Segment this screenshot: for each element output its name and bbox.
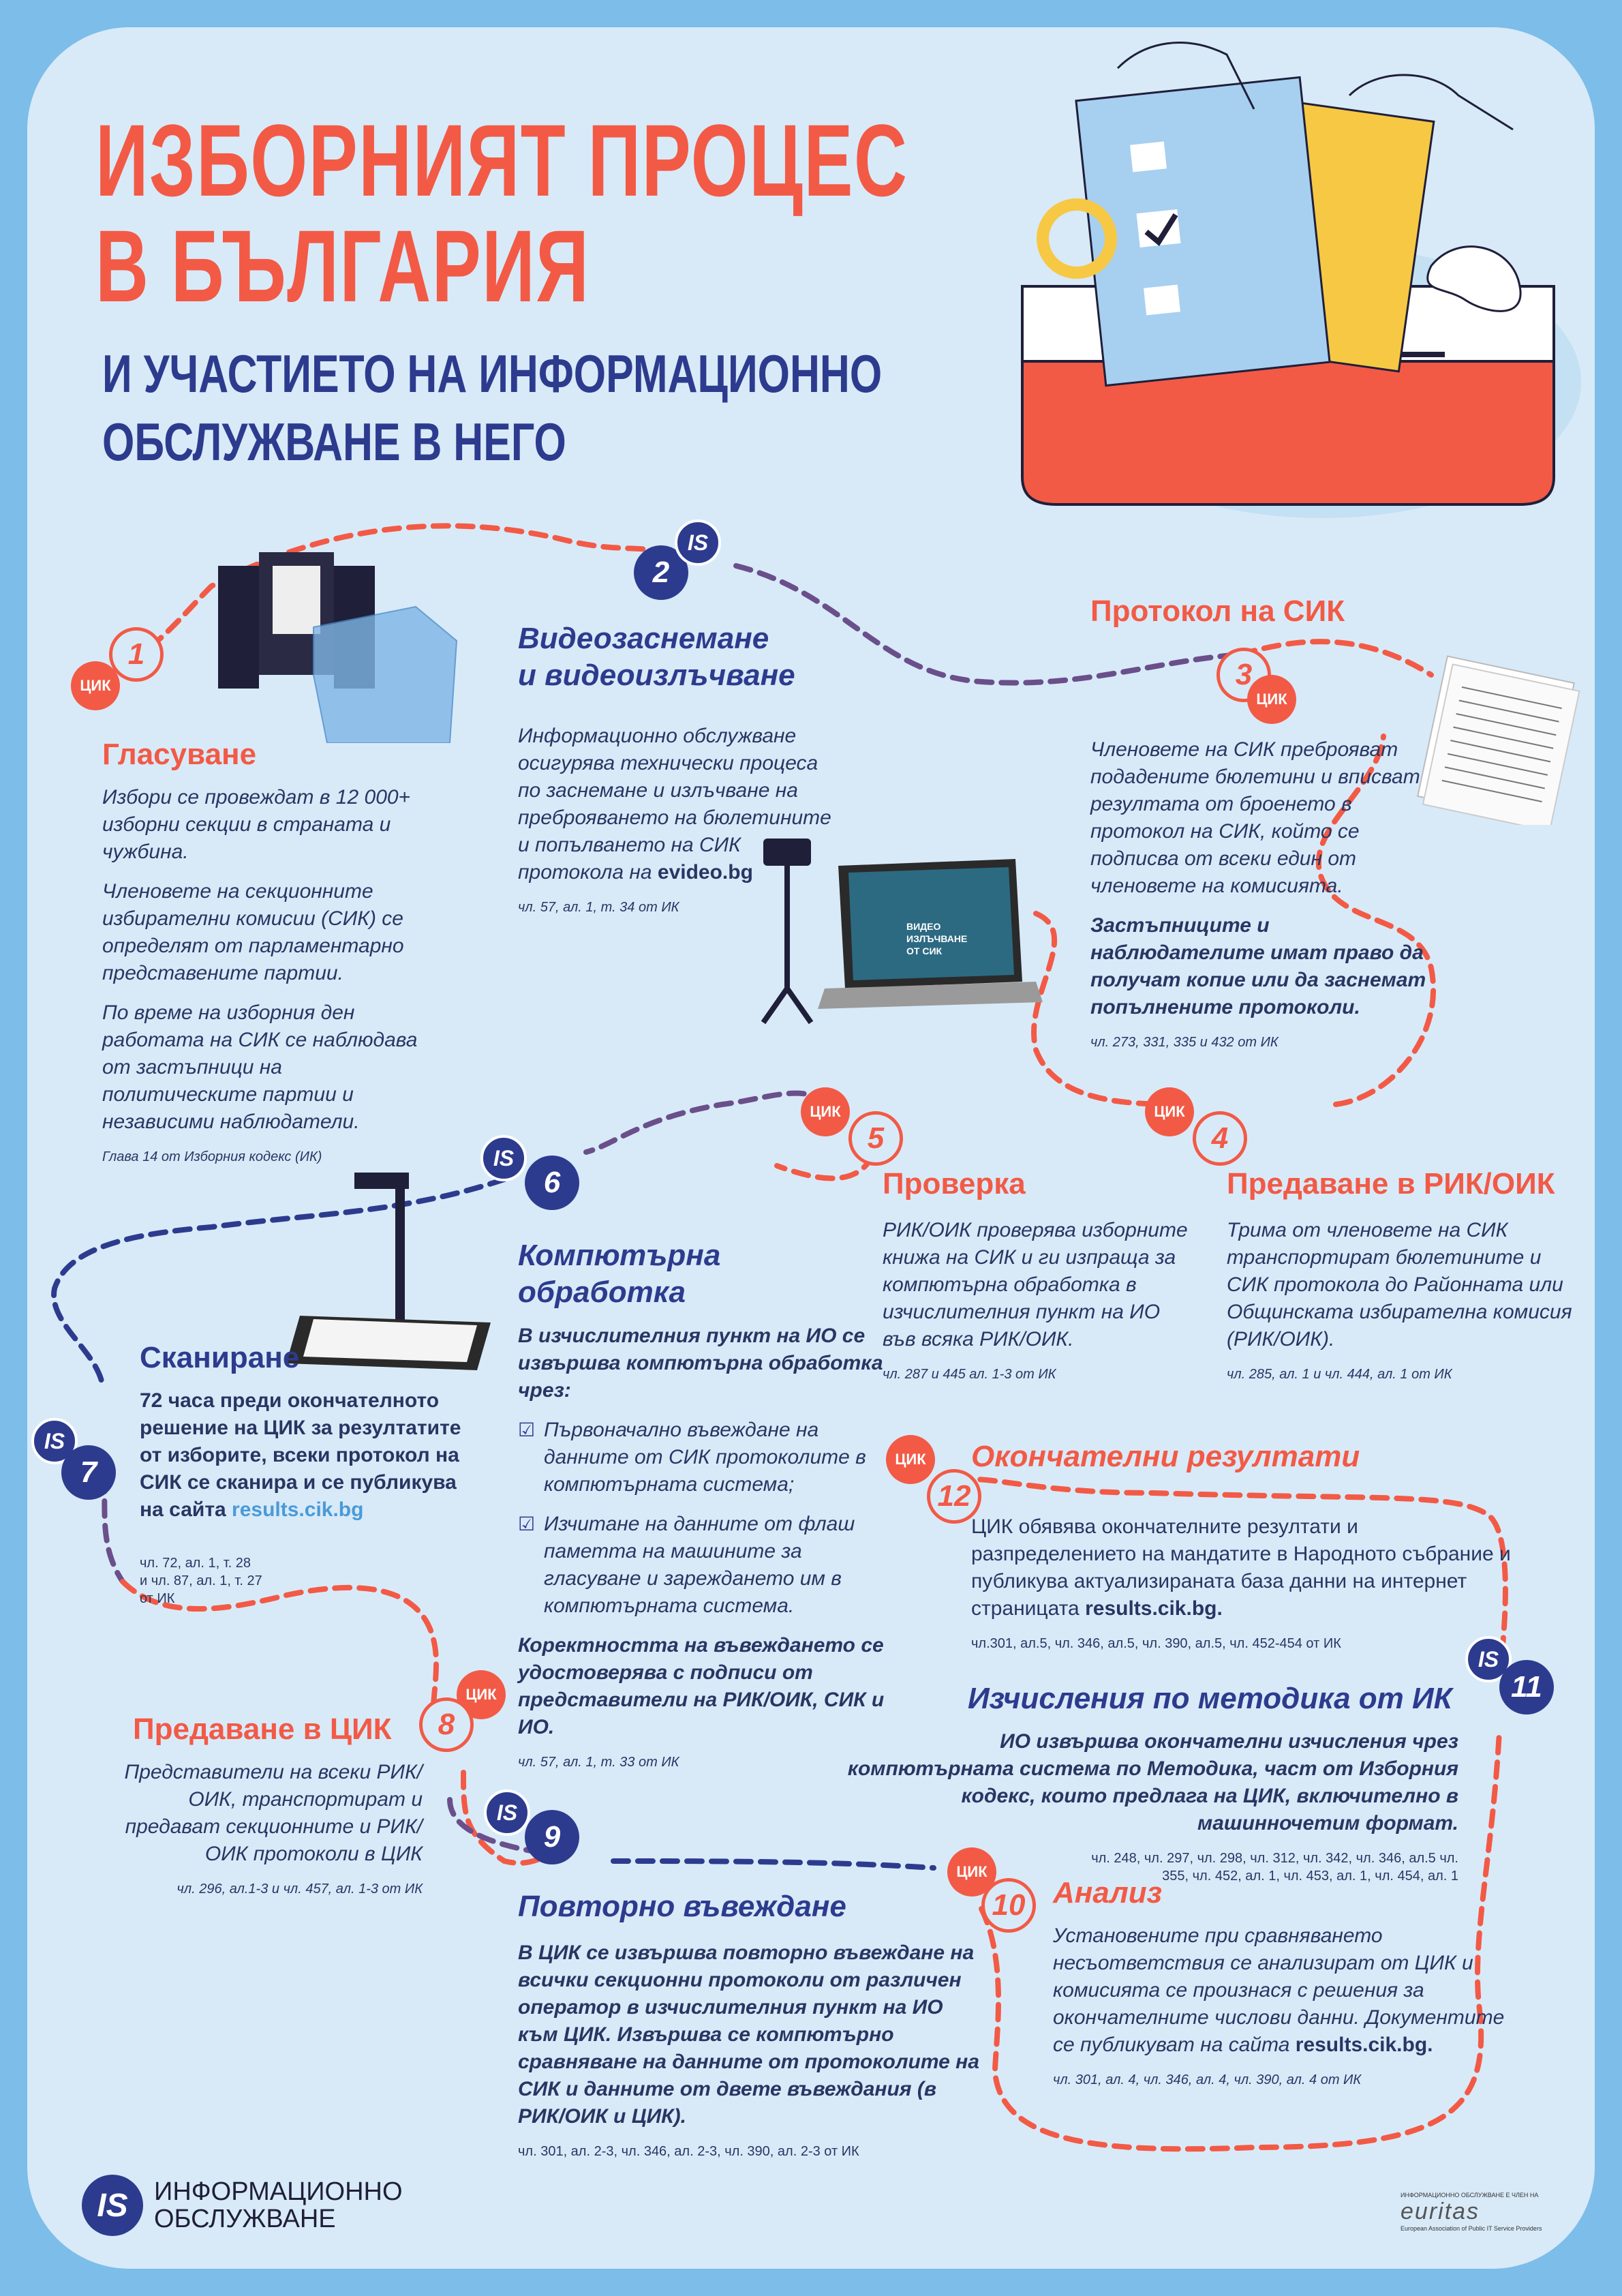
step-4-text: [1227, 1217, 1581, 1383]
step-8-para-1: Представители на всеки РИК/ОИК, транспортират и предават секционните и РИК/ОИК протоколи в ЦИК: [124, 1761, 423, 1865]
step-1-text: [102, 784, 423, 1166]
laptop-screen-text: ВИДЕО ИЗЛЪЧВАНЕ ОТ СИК: [906, 921, 968, 956]
euritas-subcaption: European Association of Public IT Service Providers: [1401, 2225, 1542, 2232]
laptop-camera-illustration: [756, 811, 1043, 1029]
step-9-para-1: В ЦИК се извършва повторно въвеждане на всички секционни протоколи от различен оператор в изчислителния пункт на ИО към ЦИК. Извършва се компютърно сравняване на данните от протоколите на СИК и данните от двете въвеждания (в РИК/ОИК и ЦИК).: [518, 1942, 979, 2128]
step-8-heading: Предаване в ЦИК: [133, 1712, 392, 1746]
step-7-ref: [140, 1554, 344, 1607]
cik-badge: ЦИК: [1145, 1087, 1194, 1136]
step-3-para-2: Застъпниците и наблюдателите имат право да получат копие или да заснемат попълнените протоколи.: [1090, 914, 1426, 1018]
step-11-para-1: ИО извършва окончателни изчисления чрез компютърната система по Методика, част от Изборния кодекс, които предлага на ЦИК, включително в машинночетим формат.: [847, 1730, 1458, 1834]
step-5-heading: Проверка: [883, 1167, 1026, 1200]
step-10-para-1: Установените при сравняването несъответствия се анализират от ЦИК и комисията се произнася с решения за окончателните числови данни. Документите се публикуват на сайта: [1053, 1924, 1505, 2056]
step-12-para-1: ЦИК обявява окончателните резултати и разпределението на мандатите в Народното събрание и публикува актуализираната база данни на интернет страницата: [971, 1515, 1511, 1620]
logo-text: [154, 2178, 403, 2233]
results-link[interactable]: results.cik.bg.: [1295, 2034, 1433, 2056]
step-12-heading: Окончателни резултати: [971, 1440, 1360, 1473]
step-7-number: 7: [61, 1445, 116, 1500]
is-badge: IS: [31, 1418, 78, 1464]
step-2-ref: чл. 57, ал. 1, т. 34 от ИК: [518, 900, 679, 915]
step-5-text: [883, 1217, 1189, 1383]
step-11-number: 11: [1499, 1660, 1554, 1715]
step-2-para-1: Информационно обслужване осигурява технически процеса по заснемане и излъчване на преброяването на бюлетините и попълването на СИК протокола на: [518, 725, 831, 883]
step-6-heading-1: Компютърна: [518, 1239, 721, 1272]
step-10-text: [1053, 1922, 1516, 2089]
step-4-ref: чл. 285, ал. 1 и чл. 444, ал. 1 от ИК: [1227, 1367, 1452, 1382]
voting-booth-illustration: [191, 539, 477, 743]
footer-logo: [82, 2175, 403, 2236]
step-3-para-1: Членовете на СИК преброяват подадените бюлетини и вписват резултата от броенето в протокол на СИК, който се подписва от всеки един от членовете на комисията.: [1090, 738, 1420, 897]
step-4-para-1: Трима от членовете на СИК транспортират бюлетините и СИК протокола до Районната или Общинската избирателна комисия (РИК/ОИК).: [1227, 1219, 1572, 1350]
cik-badge: ЦИК: [71, 661, 120, 710]
step-6-heading-2: обработка: [518, 1275, 686, 1309]
cik-badge: ЦИК: [801, 1087, 850, 1136]
step-3-text: [1090, 736, 1445, 1051]
step-6-intro: В изчислителния пункт на ИО се извършва компютърна обработка чрез:: [518, 1325, 883, 1402]
title-line-1: ИЗБОРНИЯТ ПРОЦЕС: [95, 103, 908, 217]
step-11-ref-1: чл. 248, чл. 297, чл. 298, чл. 312, чл. 342, чл. 346, ал.5 чл.: [1091, 1851, 1458, 1866]
is-logo-icon: IS: [82, 2175, 143, 2236]
cik-badge: ЦИК: [886, 1435, 935, 1484]
is-badge: IS: [480, 1135, 527, 1181]
step-2-number: 2: [634, 545, 688, 600]
is-badge: IS: [1465, 1636, 1512, 1682]
step-1-number: 1: [109, 627, 164, 682]
subtitle-line-2: ОБСЛУЖВАНЕ В НЕГО: [102, 412, 566, 472]
results-link[interactable]: results.cik.bg.: [1085, 1597, 1223, 1620]
subtitle-line-1: И УЧАСТИЕТО НА ИНФОРМАЦИОННО: [102, 344, 883, 404]
step-8-ref: чл. 296, ал.1-3 и чл. 457, ал. 1-3 от ИК: [177, 1882, 423, 1897]
step-1-ref: Глава 14 от Изборния кодекс (ИК): [102, 1149, 322, 1164]
euritas-logo: [1401, 2192, 1557, 2232]
step-3-heading: Протокол на СИК: [1090, 594, 1345, 628]
step-1-para-1: Избори се провеждат в 12 000+ изборни секции в страната и чужбина.: [102, 786, 411, 863]
step-9-ref: чл. 301, ал. 2-3, чл. 346, ал. 2-3, чл. 390, ал. 2-3 от ИК: [518, 2144, 859, 2159]
ballot-box-illustration: [968, 27, 1581, 518]
step-1-para-2: Членовете на секционните избирателни комисии (СИК) се определят от парламентарно представените партии.: [102, 880, 404, 984]
is-badge: IS: [675, 519, 721, 566]
step-3-number: 3: [1216, 648, 1271, 702]
step-12-text: [971, 1513, 1516, 1652]
step-10-ref: чл. 301, ал. 4, чл. 346, ал. 4, чл. 390, ал. 4 от ИК: [1053, 2072, 1362, 2087]
step-9-text: [518, 1939, 981, 2160]
euritas-caption: ИНФОРМАЦИОННО ОБСЛУЖВАНЕ Е ЧЛЕН НА: [1401, 2192, 1539, 2199]
poster: [27, 27, 1595, 2269]
step-10-number: 10: [981, 1878, 1036, 1933]
step-7-ref-1: чл. 72, ал. 1, т. 28: [140, 1556, 251, 1571]
is-badge: IS: [484, 1789, 530, 1836]
step-7-para-1: 72 часа преди окончателното решение на ЦИК за резултатите от изборите, всеки протокол на СИК се сканира и се публикува на сайта: [140, 1389, 461, 1521]
step-12-ref: чл.301, ал.5, чл. 346, ал.5, чл. 390, ал.5, чл. 452-454 от ИК: [971, 1636, 1341, 1651]
step-9-number: 9: [525, 1810, 579, 1864]
step-4-number: 4: [1193, 1111, 1247, 1166]
cik-badge: ЦИК: [947, 1847, 996, 1897]
step-5-ref: чл. 287 и 445 ал. 1-3 от ИК: [883, 1367, 1056, 1382]
step-11-text: [831, 1728, 1458, 1885]
cik-badge: ЦИК: [1247, 675, 1296, 724]
logo-text-line-1: ИНФОРМАЦИОННО: [154, 2177, 403, 2206]
step-11-ref-2: 355, чл. 452, ал. 1, чл. 453, ал. 1, чл. 454, ал. 1: [1162, 1869, 1458, 1884]
euritas-wordmark: euritas: [1401, 2199, 1480, 2224]
step-12-number: 12: [927, 1469, 981, 1524]
step-5-number: 5: [848, 1111, 903, 1166]
step-7-heading: Сканиране: [140, 1341, 300, 1374]
step-6-item-2: ☑ Изчитане на данните от флаш паметта на машините за гласуване и зареждането им в компютърната система.: [518, 1511, 886, 1620]
evideo-link[interactable]: evideo.bg: [657, 861, 753, 883]
step-3-ref: чл. 273, 331, 335 и 432 от ИК: [1090, 1035, 1279, 1050]
scanner-illustration: [286, 1145, 504, 1377]
step-6-text: [518, 1323, 886, 1771]
step-6-para-2: Коректността на въвеждането се удостоверява с подписи от представители на РИК/ОИК, СИК и ИО.: [518, 1634, 885, 1738]
step-1-heading: Гласуване: [102, 738, 257, 771]
step-2-heading-1: Видеозаснемане: [518, 622, 769, 655]
step-11-heading: Изчисления по методика от ИК: [968, 1682, 1452, 1715]
step-7-text: [140, 1387, 480, 1536]
title-line-2: В БЪЛГАРИЯ: [95, 209, 590, 323]
step-10-heading: Анализ: [1053, 1876, 1163, 1909]
step-6-item-1: ☑ Първоначално въвеждане на данните от СИК протоколите в компютърната система;: [518, 1417, 886, 1498]
step-6-ref: чл. 57, ал. 1, т. 33 от ИК: [518, 1755, 679, 1770]
cik-badge: ЦИК: [457, 1670, 506, 1719]
step-2-heading-2: и видеоизлъчване: [518, 659, 795, 692]
results-link[interactable]: results.cik.bg: [232, 1498, 364, 1521]
step-1-para-3: По време на изборния ден работата на СИК се наблюдава от застъпници на политическите партии и независими наблюдатели.: [102, 1001, 418, 1133]
step-9-heading: Повторно въвеждане: [518, 1890, 846, 1923]
step-7-ref-3: от ИК: [140, 1591, 175, 1606]
step-7-ref-2: и чл. 87, ал. 1, т. 27: [140, 1573, 262, 1588]
logo-text-line-2: ОБСЛУЖВАНЕ: [154, 2205, 336, 2233]
step-5-para-1: РИК/ОИК проверява изборните книжа на СИК и ги изпраща за компютърна обработка в изчислителния пункт на ИО във всяка РИК/ОИК.: [883, 1219, 1188, 1350]
step-8-text: [109, 1759, 423, 1898]
step-8-number: 8: [419, 1697, 474, 1752]
step-6-number: 6: [525, 1155, 579, 1210]
step-4-heading: Предаване в РИК/ОИК: [1227, 1167, 1555, 1200]
